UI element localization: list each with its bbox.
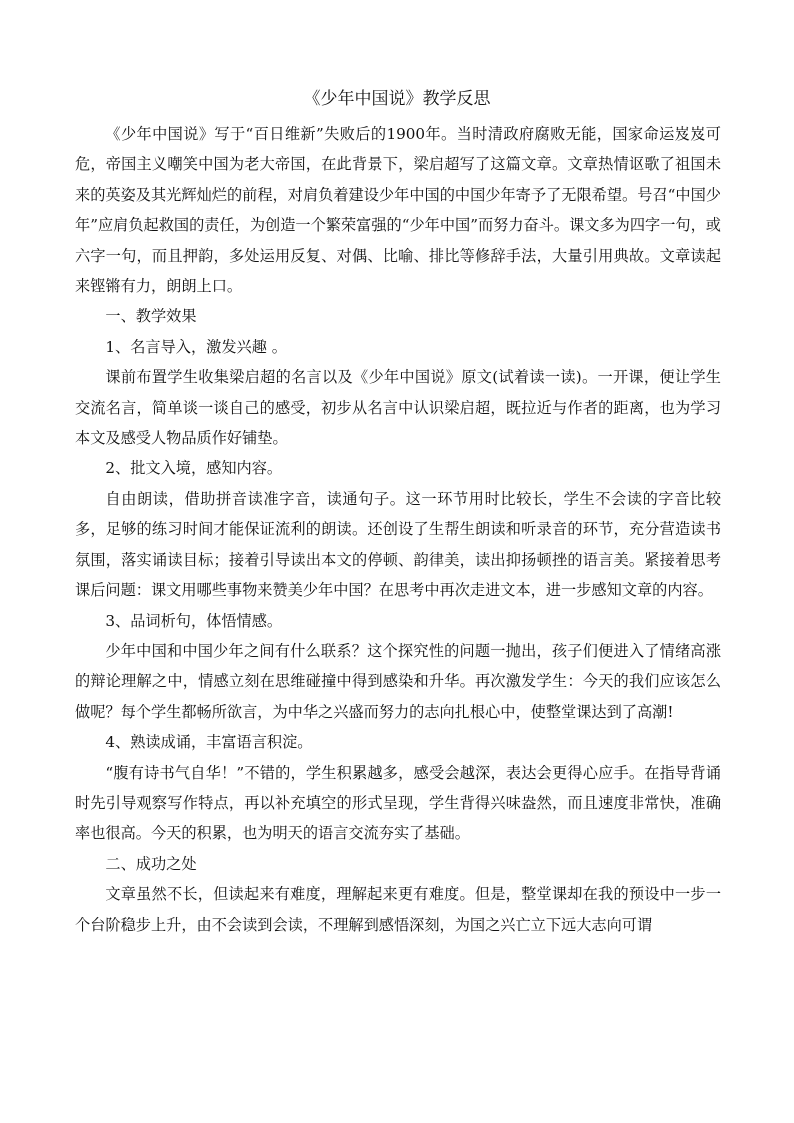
document-title: 《少年中国说》教学反思 <box>303 89 491 109</box>
subheading-analyze-words: 3、品词析句，体悟情感。 <box>105 611 283 630</box>
document-body <box>75 119 721 940</box>
section-heading-teaching-effect: 一、教学效果 <box>105 307 197 326</box>
section-heading-successes: 二、成功之处 <box>105 854 197 873</box>
paragraph-analyze-words: 少年中国和中国少年之间有什么联系？这个探究性的问题一抛出，孩子们便进入了情绪高涨的辩论理解之中，情感立刻在思维碰撞中得到感染和升华。再次激发学生：今天的我们应该怎么做呢？每个学生都畅所欲言，为中华之兴盛而努力的志向扎根心中，使整堂课达到了高潮! <box>75 641 721 721</box>
paragraph-quote-introduction: 课前布置学生收集梁启超的名言以及《少年中国说》原文(试着读一读)。一开课，便让学生交流名言，简单谈一谈自己的感受，初步从名言中认识梁启超，既拉近与作者的距离，也为学习本文及感受人物品质作好铺垫。 <box>75 368 721 448</box>
paragraph-read-and-perceive: 自由朗读，借助拼音读准字音，读通句子。这一环节用时比较长，学生不会读的字音比较多，足够的练习时间才能保证流利的朗读。还创设了生帮生朗读和听录音的环节，充分营造读书氛围，落实诵读目标；接着引导读出本文的停顿、韵律美，读出抑扬顿挫的语言美。紧接着思考课后问题：课文用哪些事物来赞美少年中国？在思考中再次走进文本，进一步感知文章的内容。 <box>75 489 721 600</box>
subheading-recite: 4、熟读成诵，丰富语言积淀。 <box>105 733 313 752</box>
paragraph-recite: “腹有诗书气自华！”不错的，学生积累越多，感受会越深，表达会更得心应手。在指导背诵时先引导观察写作特点，再以补充填空的形式呈现，学生背得兴味盎然，而且速度非常快，准确率也很高。今天的积累，也为明天的语言交流夯实了基础。 <box>75 763 721 843</box>
subheading-read-and-perceive: 2、批文入境，感知内容。 <box>105 459 283 478</box>
paragraph-successes: 文章虽然不长，但读起来有难度，理解起来更有难度。但是，整堂课却在我的预设中一步一个台阶稳步上升，由不会读到会读，不理解到感悟深刻，为国之兴亡立下远大志向可谓 <box>75 885 721 934</box>
subheading-quote-introduction: 1、名言导入，激发兴趣 。 <box>105 337 287 356</box>
intro-paragraph: 《少年中国说》写于“百日维新”失败后的1900年。当时清政府腐败无能，国家命运岌岌可危，帝国主义嘲笑中国为老大帝国，在此背景下，梁启超写了这篇文章。文章热情讴歌了祖国未来的英姿及其光辉灿烂的前程，对肩负着建设少年中国的中国少年寄予了无限希望。号召“中国少年”应肩负起救国的责任，为创造一个繁荣富强的“少年中国”而努力奋斗。课文多为四字一句，或六字一句，而且押韵，多处运用反复、对偶、比喻、排比等修辞手法，大量引用典故。文章读起来铿锵有力，朗朗上口。 <box>75 125 721 296</box>
